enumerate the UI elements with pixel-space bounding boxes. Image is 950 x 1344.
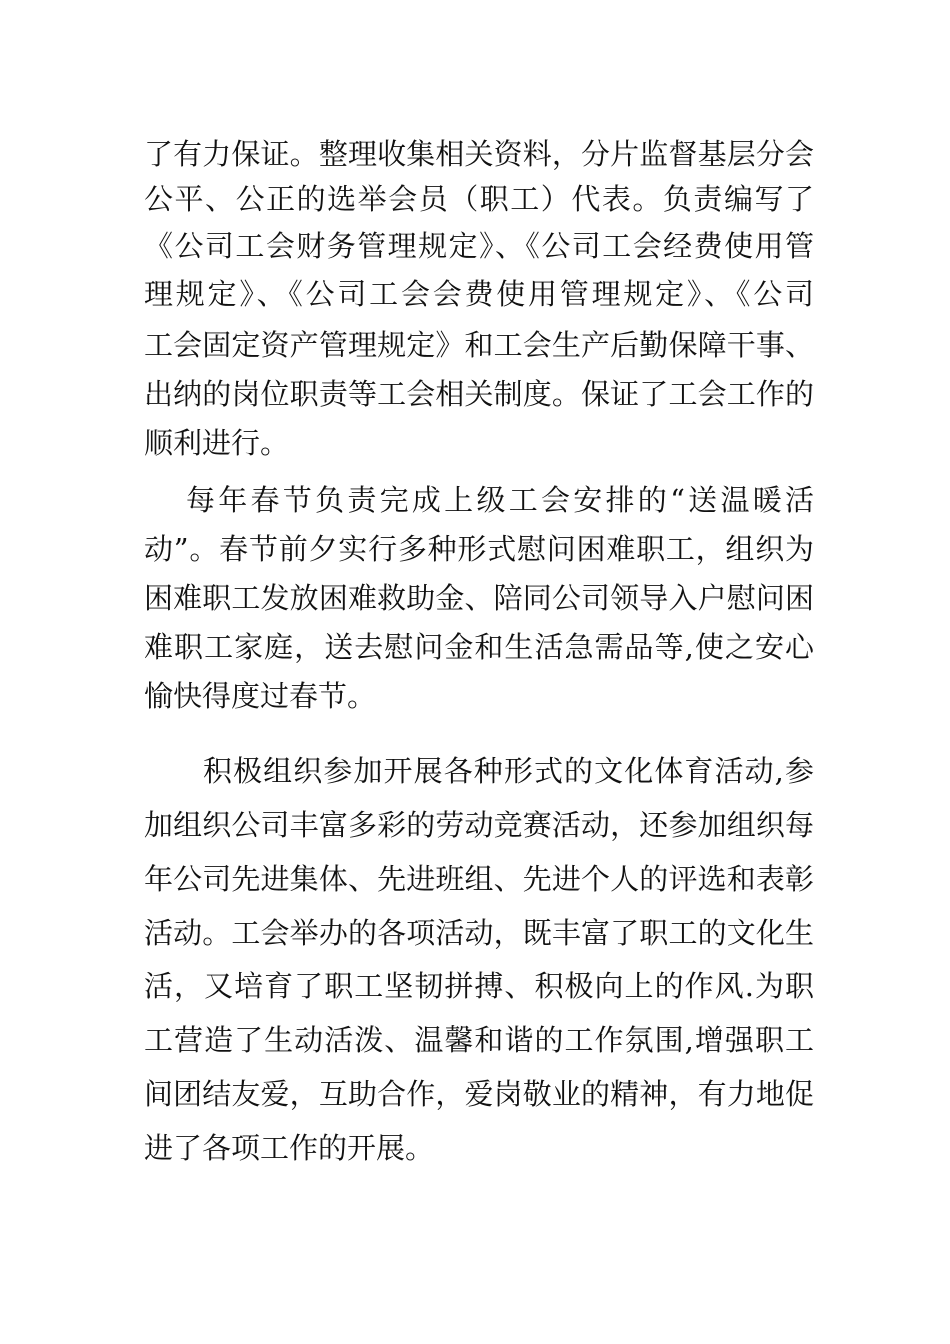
text-line: 《公司工会财务管理规定》、《公司工会经费使用管 [144,229,814,263]
text-line: 活，又培育了职工坚韧拼搏、积极向上的作风.为职 [144,969,814,1003]
text-line: 了有力保证。整理收集相关资料，分片监督基层分会 [144,137,814,171]
text-line: 进了各项工作的开展。 [144,1131,435,1165]
text-line: 活动。工会举办的各项活动，既丰富了职工的文化生 [144,916,814,950]
text-line: 公平、公正的选举会员（职工）代表。负责编写了 [144,182,814,216]
text-line: 年公司先进集体、先进班组、先进个人的评选和表彰 [144,862,814,896]
text-line: 困难职工发放困难救助金、陪同公司领导入户慰问困 [144,581,814,615]
text-line: 难职工家庭，送去慰问金和生活急需品等,使之安心 [144,630,814,664]
text-line: 间团结友爱，互助合作，爱岗敬业的精神，有力地促 [144,1077,814,1111]
text-line: 工营造了生动活泼、温馨和谐的工作氛围,增强职工 [144,1023,814,1057]
text-line: 工会固定资产管理规定》和工会生产后勤保障干事、 [144,328,814,362]
text-line: 出纳的岗位职责等工会相关制度。保证了工会工作的 [144,377,814,411]
text-line: 理规定》、《公司工会会费使用管理规定》、《公司 [144,277,814,311]
text-line: 积极组织参加开展各种形式的文化体育活动,参 [203,754,814,788]
text-line: 动”。春节前夕实行多种形式慰问困难职工，组织为 [144,532,814,566]
text-line: 顺利进行。 [144,426,290,460]
text-line: 加组织公司丰富多彩的劳动竞赛活动，还参加组织每 [144,808,814,842]
text-line: 愉快得度过春节。 [144,679,377,713]
text-line: 每年春节负责完成上级工会安排的“送温暖活 [186,483,814,517]
